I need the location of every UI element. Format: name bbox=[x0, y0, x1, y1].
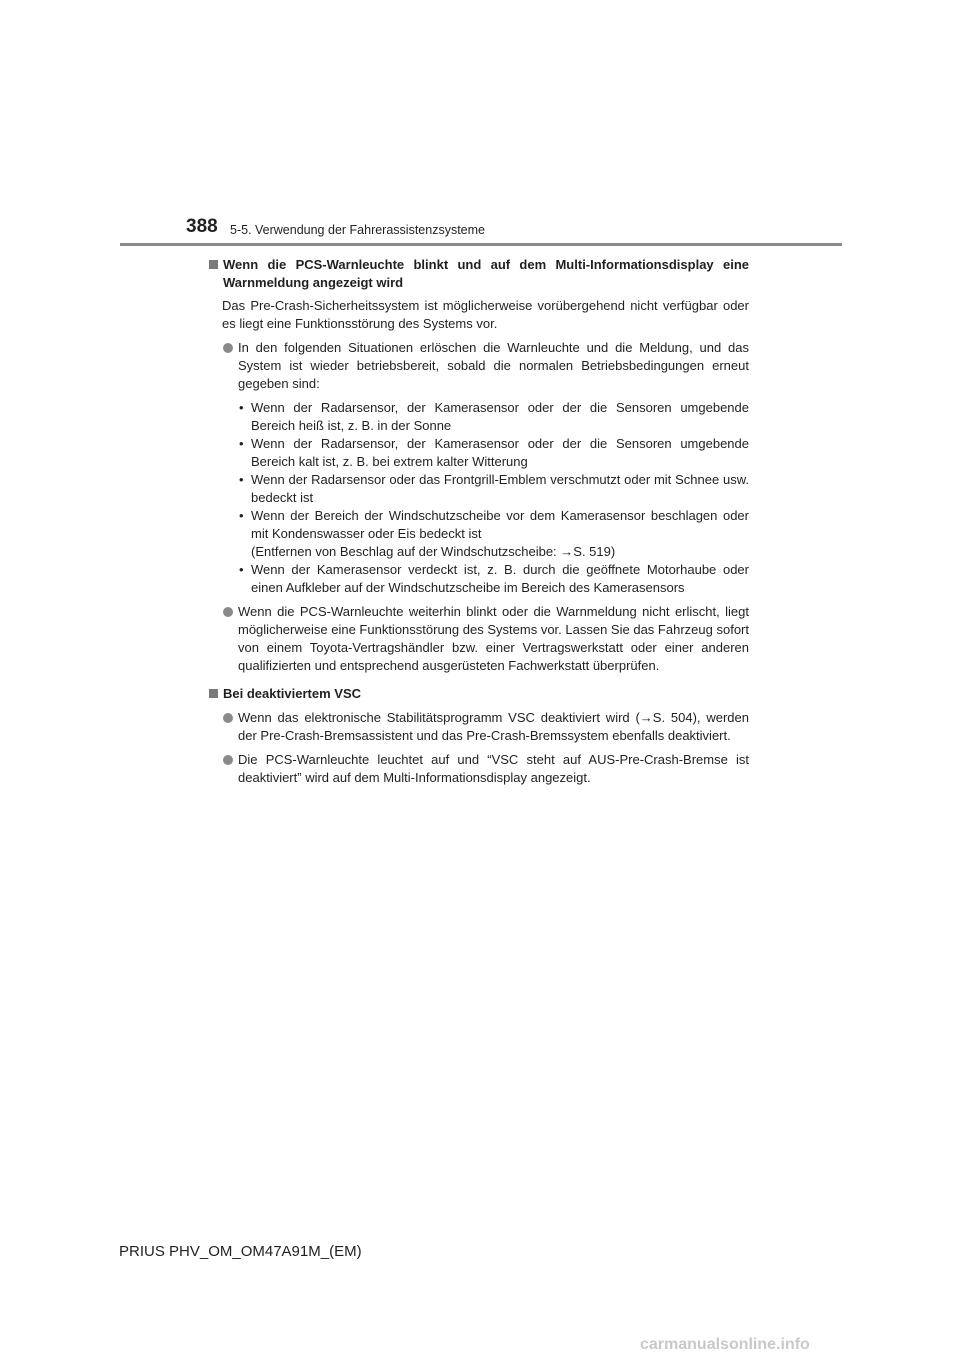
sub-list-item bbox=[209, 435, 749, 471]
dot-marker-icon: • bbox=[239, 436, 244, 451]
sub-list bbox=[209, 399, 749, 597]
circle-bullet-icon bbox=[223, 343, 233, 353]
bullet-text: Die PCS-Warnleuchte leuchtet auf und “VSC steht auf AUS-Pre-Crash-Bremse ist deaktiviert” wird auf dem Multi-Informationsdisplay angezeigt. bbox=[238, 752, 749, 785]
bullet-item bbox=[209, 709, 749, 745]
sub-item-text: Wenn der Kamerasensor verdeckt ist, z. B. durch die geöffnete Motorhaube oder einen Aufkleber auf der Windschutzscheibe im Bereich des Kamerasensors bbox=[251, 562, 749, 595]
intro-paragraph: Das Pre-Crash-Sicherheitssystem ist möglicherweise vorübergehend nicht verfügbar oder es liegt eine Funktionsstörung des Systems vor. bbox=[222, 298, 749, 331]
dot-marker-icon: • bbox=[239, 400, 244, 415]
bullet-item bbox=[209, 751, 749, 787]
section-spacer bbox=[209, 675, 749, 685]
watermark: carmanualsonline.info bbox=[640, 1336, 810, 1353]
page-number: 388 bbox=[186, 216, 218, 237]
sub-item-text: Wenn der Radarsensor oder das Frontgrill-Emblem verschmutzt oder mit Schnee usw. bedeckt ist bbox=[251, 472, 749, 505]
sub-item-text: Wenn der Radarsensor, der Kamerasensor oder der die Sensoren umgebende Bereich kalt ist, z. B. bei extrem kalter Witterung bbox=[251, 436, 749, 469]
sub-list-item bbox=[209, 399, 749, 435]
bullet-text: Wenn die PCS-Warnleuchte weiterhin blinkt oder die Warnmeldung nicht erlischt, liegt möglicherweise eine Funktionsstörung des Systems vor. Lassen Sie das Fahrzeug sofort von einem Toyota-Vertragshändler bzw. einer Vertragswerkstatt oder einer anderen qualifizierten und entsprechend ausgerüsteten Fachwerkstatt überprüfen. bbox=[238, 604, 749, 673]
section-heading-text: Wenn die PCS-Warnleuchte blinkt und auf dem Multi-Informationsdisplay eine Warnmeldung angezeigt wird bbox=[223, 257, 749, 290]
section-heading-text: Bei deaktiviertem VSC bbox=[223, 686, 362, 701]
dot-marker-icon: • bbox=[239, 472, 244, 487]
chapter-title: 5-5. Verwendung der Fahrerassistenzsysteme bbox=[230, 223, 485, 237]
document-code: PRIUS PHV_OM_OM47A91M_(EM) bbox=[119, 1243, 362, 1260]
bullet-text: Wenn das elektronische Stabilitätsprogramm VSC deaktiviert wird (→S. 504), werden der Pre-Crash-Bremsassistent und das Pre-Crash-Bremssystem ebenfalls deaktiviert. bbox=[238, 710, 749, 743]
circle-bullet-icon bbox=[223, 755, 233, 765]
circle-bullet-icon bbox=[223, 713, 233, 723]
square-bullet-icon bbox=[209, 689, 218, 698]
circle-bullet-icon bbox=[223, 607, 233, 617]
bullet-item bbox=[209, 339, 749, 393]
sub-item-text: Wenn der Bereich der Windschutzscheibe vor dem Kamerasensor beschlagen oder mit Kondenswasser oder Eis bedeckt ist bbox=[251, 508, 749, 541]
header-divider bbox=[120, 243, 842, 246]
sub-list-item bbox=[209, 471, 749, 507]
sub-list-item bbox=[209, 561, 749, 597]
page-content bbox=[209, 256, 749, 787]
sub-list-item bbox=[209, 507, 749, 561]
square-bullet-icon bbox=[209, 260, 218, 269]
dot-marker-icon: • bbox=[239, 562, 244, 577]
dot-marker-icon: • bbox=[239, 508, 244, 523]
bullet-item bbox=[209, 603, 749, 675]
bullet-text: In den folgenden Situationen erlöschen die Warnleuchte und die Meldung, und das System ist wieder betriebsbereit, sobald die normalen Betriebsbedingungen erneut gegeben sind: bbox=[238, 340, 749, 391]
page-reference-note: (Entfernen von Beschlag auf der Windschutzscheibe: →S. 519) bbox=[251, 544, 616, 559]
sub-item-text: Wenn der Radarsensor, der Kamerasensor oder der die Sensoren umgebende Bereich heiß ist, z. B. in der Sonne bbox=[251, 400, 749, 433]
section-heading-vsc bbox=[209, 685, 749, 703]
section-heading-pcs-warning bbox=[209, 256, 749, 292]
